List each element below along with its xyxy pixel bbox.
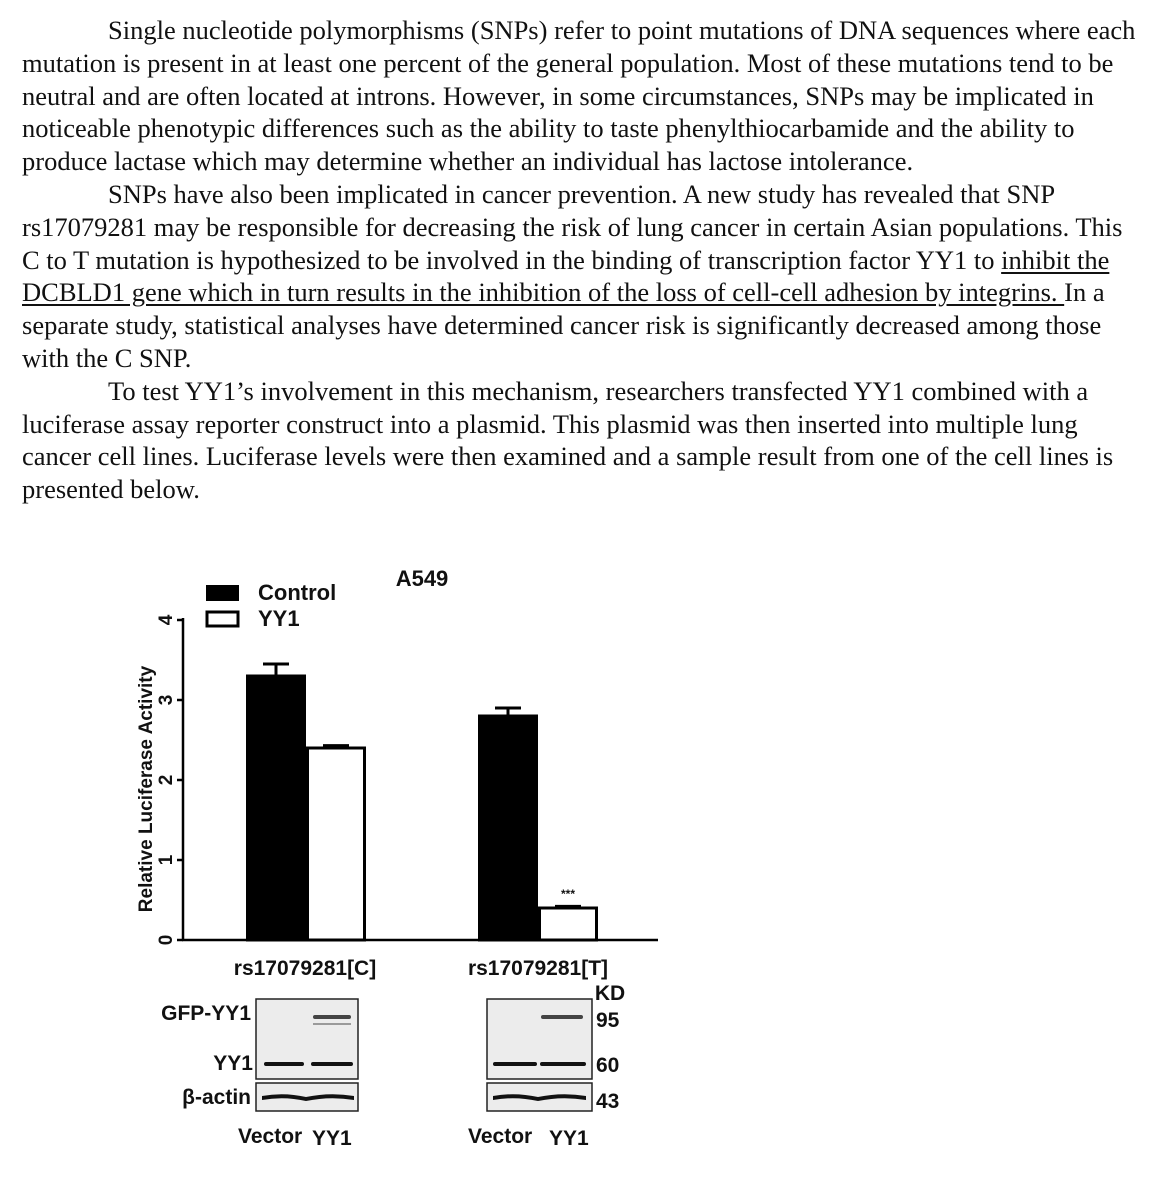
paragraph-2-text: SNPs have also been implicated in cancer prevention. A new study has revealed that SNP rs17079281 may be responsible for decreasing the risk of lung cancer in certain Asian populations. This C to T mutation is hypothesized to be involved in the binding of transcription factor YY1 to (22, 178, 1123, 275)
x-tick-label-0: rs17079281[C] (233, 957, 377, 980)
band-gfp-yy1-left-yy1 (313, 1015, 351, 1019)
y-tick-label-3: 3 (156, 694, 177, 706)
band-yy1-left-yy1 (311, 1062, 353, 1066)
significance-annotation: *** (560, 887, 576, 901)
y-tick-label-4: 4 (156, 614, 177, 626)
western-blot (161, 982, 625, 1150)
blot-kd-95: 95 (596, 1009, 620, 1032)
paragraph-3: To test YY1’s involvement in this mechanism, researchers transfected YY1 combined with a luciferase assay reporter construct into a plasmid. This plasmid was then inserted into multiple lung cancer cell lines. Luciferase levels were then examined and a sample result from one of the cell lines is presented below. (22, 375, 1114, 505)
x-tick-label-1: rs17079281[T] (467, 957, 609, 980)
paragraph-1: Single nucleotide polymorphisms (SNPs) refer to point mutations of DNA sequences where each mutation is present in at least one percent of the general population. Most of these mutations tend to be neutral and are often located at introns. However, in some circumstances, SNPs may be implicated in noticeable phenotypic differences such as the ability to taste phenylthiocarbamide and the ability to produce lactase which may determine whether an individual has lactose intolerance. (22, 15, 1136, 177)
blot-kd-43: 43 (596, 1090, 620, 1113)
passage (22, 14, 1142, 506)
legend-label-control: Control (258, 580, 337, 605)
paragraph-2 (22, 178, 1142, 375)
lane-label-right-vector: Vector (468, 1125, 533, 1148)
underlined-claim: inhibit the DCBLD1 gene which in turn results in the inhibition of the loss of cell-cell adhesion by integrins. (22, 244, 1110, 308)
band-gfp-yy1-right-yy1 (541, 1015, 583, 1019)
bar-control-0 (248, 676, 305, 940)
blot-row-label-yy1: YY1 (213, 1052, 253, 1075)
x-tick-labels (234, 957, 608, 980)
figure-svg (0, 555, 1162, 1178)
blot-panel-right-upper (487, 999, 592, 1079)
legend-swatch-yy1 (207, 612, 238, 626)
lane-label-right-yy1: YY1 (549, 1127, 589, 1150)
blot-kd-label: KD (594, 982, 626, 1005)
y-tick-label-0: 0 (156, 934, 177, 946)
paragraph-2-text-end: In a separate study, statistical analyses have determined cancer risk is significantly decreased among those with the C SNP. (22, 277, 1105, 373)
bar-yy1-1 (540, 908, 597, 940)
figure (0, 555, 1162, 1178)
bars (248, 664, 597, 940)
chart-title: A549 (395, 566, 449, 591)
band-yy1-right-yy1 (540, 1062, 586, 1066)
y-ticks (156, 614, 183, 945)
band-gfp-yy1-left-smear (313, 1023, 351, 1025)
lane-label-left-yy1: YY1 (312, 1127, 352, 1150)
legend-swatch-control (206, 585, 239, 601)
blot-panel-left-upper (256, 999, 358, 1079)
lane-label-left-vector: Vector (238, 1125, 303, 1148)
y-tick-label-1: 1 (156, 854, 177, 866)
band-yy1-left-vector (264, 1062, 304, 1066)
blot-row-label-gfp-yy1: GFP-YY1 (161, 1002, 251, 1025)
y-axis-label: Relative Luciferase Activity (136, 665, 157, 913)
bar-control-1 (480, 716, 537, 940)
band-yy1-right-vector (493, 1062, 537, 1066)
y-tick-label-2: 2 (156, 774, 177, 786)
legend-label-yy1: YY1 (258, 606, 300, 631)
bar-yy1-0 (308, 748, 365, 940)
blot-kd-60: 60 (596, 1054, 620, 1077)
blot-row-label-beta-actin: β-actin (182, 1086, 251, 1109)
